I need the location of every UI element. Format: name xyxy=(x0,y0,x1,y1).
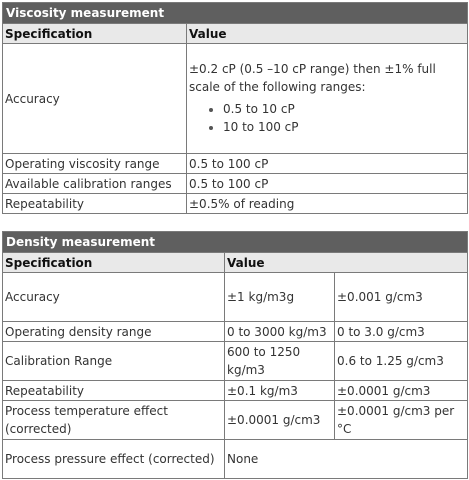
table-row-value: 600 to 1250 kg/m3 xyxy=(225,342,335,381)
density-title: Density measurement xyxy=(3,232,468,253)
table-row-label: Operating density range xyxy=(3,322,225,342)
table-row-value: ±0.5% of reading xyxy=(187,194,468,214)
table-row-label: Available calibration ranges xyxy=(3,174,187,194)
table-row-value: ±0.001 g/cm3 xyxy=(335,273,468,322)
accuracy-text: ±0.2 cP (0.5 –10 cP range) then ±1% full scale of the following ranges: xyxy=(189,61,436,94)
value-header: Value xyxy=(187,24,468,44)
table-row-value: 0.5 to 100 cP xyxy=(187,154,468,174)
table-row-value: ±0.0001 g/cm3 xyxy=(335,381,468,401)
table-row-value: ±0.1 kg/m3 xyxy=(225,381,335,401)
table-row-label: Process pressure effect (corrected) xyxy=(3,440,225,479)
list-item: • 10 to 100 cP xyxy=(223,118,465,136)
table-row-value: ±0.0001 g/cm3 per °C xyxy=(335,401,468,440)
range-list xyxy=(189,100,465,136)
accuracy-value xyxy=(187,44,468,154)
table-row-label: Process temperature effect (corrected) xyxy=(3,401,225,440)
viscosity-title: Viscosity measurement xyxy=(3,3,468,24)
table-row-label: Accuracy xyxy=(3,273,225,322)
table-row-value: 0 to 3.0 g/cm3 xyxy=(335,322,468,342)
list-item: • 0.5 to 10 cP xyxy=(223,100,465,118)
table-row-value: ±1 kg/m3g xyxy=(225,273,335,322)
table-row-value: ±0.0001 g/cm3 xyxy=(225,401,335,440)
table-row-value: 0.6 to 1.25 g/cm3 xyxy=(335,342,468,381)
spec-header: Specification xyxy=(3,24,187,44)
table-row-value: 0 to 3000 kg/m3 xyxy=(225,322,335,342)
table-row-label: Calibration Range xyxy=(3,342,225,381)
table-row-label: Repeatability xyxy=(3,381,225,401)
table-row-value: None xyxy=(225,440,468,479)
viscosity-table xyxy=(2,2,468,214)
spec-header: Specification xyxy=(3,253,225,273)
accuracy-label: Accuracy xyxy=(3,44,187,154)
table-row-value: 0.5 to 100 cP xyxy=(187,174,468,194)
table-row-label: Repeatability xyxy=(3,194,187,214)
value-header: Value xyxy=(225,253,468,273)
table-row-label: Operating viscosity range xyxy=(3,154,187,174)
density-table xyxy=(2,231,468,479)
